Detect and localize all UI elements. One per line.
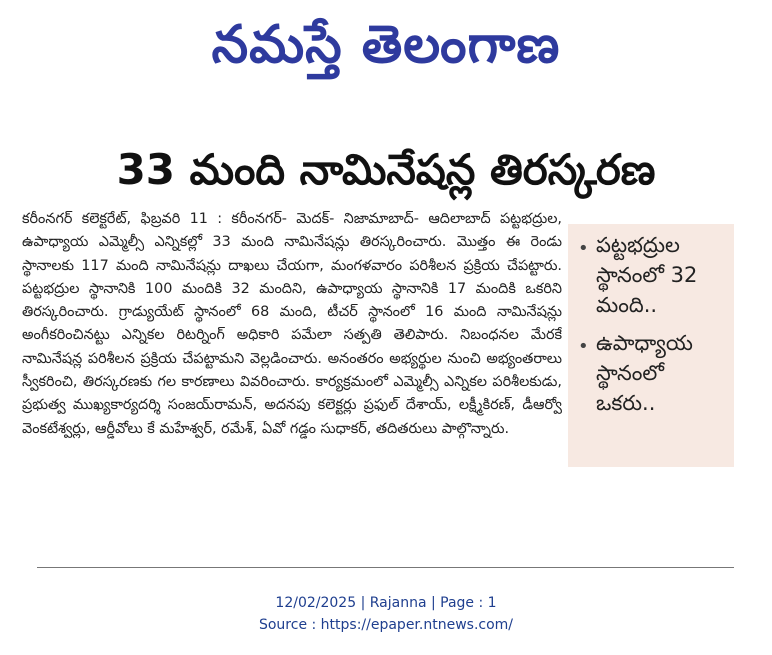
bullet-icon: • — [578, 238, 589, 259]
article-body: కరీంనగర్ కలెక్టరేట్, ఫిబ్రవరి 11 : కరీంనగర్- మెదక్- నిజామాబాద్- ఆదిలాబాద్ పట్టభద్రుల, ఉపాధ్యాయ ఎమ్మెల్సీ ఎన్నికల్లో 33 మంది నామినేషన్లు తిరస్కరించారు. మొత్తం ఈ రెండు స్థానాలకు 117 మంది నామినేషన్లు దాఖలు చేయగా, మంగళవారం పరిశీలన ప్రక్రియ చేపట్టారు. పట్టభద్రుల స్థానానికి 100 మందికి 32 మందిని, ఉపాధ్యాయ స్థానానికి 17 మందికి ఒకరిని తిరస్కరించారు. గ్రాడ్యుయేట్ స్థానంలో 68 మంది, టీచర్ స్థానంలో 16 మంది నామినేషన్లు అంగీకరించినట్టు ఎన్నికల రిటర్నింగ్ అధికారి పమేలా సత్పతి తెలిపారు. నిబంధనల మేరకే నామినేషన్ల పరిశీలన ప్రక్రియ చేపట్టామని వెల్లడించారు. అనంతరం అభ్యర్థుల నుంచి అభ్యంతరాలు స్వీకరించి, తిరస్కరణకు గల కారణాలు వివరించారు. కార్యక్రమంలో ఎమ్మెల్సీ ఎన్నికల పరిశీలకుడు, ప్రభుత్వ ముఖ్యకార్యదర్శి సంజయ్‌రామన్, అదనపు కలెక్టర్లు ప్రఫుల్ దేశాయ్, లక్ష్మీకిరణ్, డీఆర్వో వెంకటేశ్వర్లు, ఆర్డీవోలు కే మహేశ్వర్, రమేశ్, ఏవో గడ్డం సుధాకర్, తదితరులు పాల్గొన్నారు. — [22, 211, 562, 437]
article-headline: 33 మంది నామినేషన్ల తిరస్కరణ — [116, 145, 656, 194]
newspaper-masthead: నమస్తే తెలంగాణ — [211, 15, 561, 75]
bullet-icon: • — [578, 336, 589, 357]
highlight-text: ఉపాధ్యాయ స్థానంలో ఒకరు.. — [596, 331, 693, 415]
highlight-text: పట్టభద్రుల స్థానంలో 32 మంది.. — [596, 233, 698, 317]
footer-divider — [37, 567, 734, 568]
source-link[interactable]: Source : https://epaper.ntnews.com/ — [258, 617, 514, 633]
highlight-item — [578, 328, 726, 418]
highlight-item — [578, 230, 726, 320]
highlights-box — [568, 224, 734, 467]
edition-info: 12/02/2025 | Rajanna | Page : 1 — [275, 595, 497, 611]
source-footer — [0, 592, 772, 636]
